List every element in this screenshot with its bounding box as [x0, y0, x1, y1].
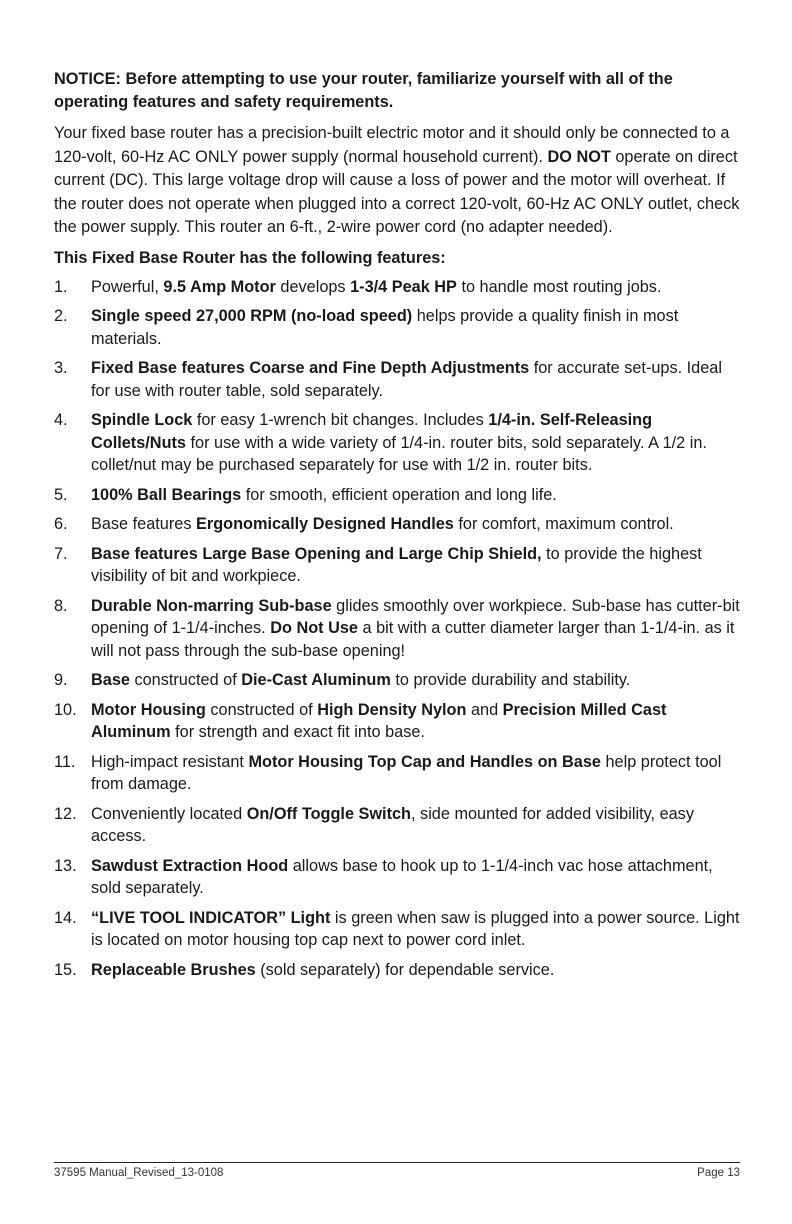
feature-bold-text: High Density Nylon — [317, 700, 467, 719]
feature-plain-text: to handle most routing jobs. — [456, 277, 662, 296]
feature-item — [54, 959, 740, 982]
feature-number: 5. — [54, 485, 68, 504]
feature-plain-text: for accurate set-ups. Ideal for use with router table, sold separately. — [91, 359, 722, 400]
feature-plain-text: , side mounted for added visibility, easy access. — [91, 804, 694, 845]
feature-number: 6. — [54, 515, 68, 533]
feature-plain-text: and — [466, 700, 503, 719]
feature-number: 14. — [54, 908, 77, 927]
feature-plain-text: for easy 1-wrench bit changes. Includes — [192, 411, 489, 429]
feature-text — [91, 595, 740, 663]
intro-text-2: operate on direct current (DC). This large voltage drop will cause a loss of power and the motor will overheat. If the router does not operate when plugged into a correct 120-volt, 60-Hz AC ONLY outlet, check the power supply. This router an 6-ft., 2-wire power cord (no adapter needed). — [54, 147, 740, 236]
feature-plain-text: develops — [275, 277, 351, 296]
feature-number: 13. — [54, 856, 77, 875]
feature-number: 12. — [54, 804, 77, 823]
feature-bold-text: Durable Non-marring Sub-base — [91, 596, 332, 615]
feature-plain-text: High-impact resistant — [91, 752, 249, 771]
feature-text — [91, 357, 740, 402]
intro-text-1: Your fixed base router has a precision-built electric motor and it should only be connected to a 120-volt, 60-Hz AC ONLY power supply (normal household current). — [54, 124, 730, 166]
feature-item — [54, 409, 740, 477]
feature-text — [91, 409, 740, 477]
intro-paragraph — [54, 122, 740, 240]
feature-plain-text: Base features — [91, 515, 196, 533]
feature-bold-text: Do Not Use — [270, 619, 358, 637]
feature-item — [54, 484, 740, 507]
feature-bold-text: Base features Large Base Opening and Large Chip Shield, — [91, 544, 542, 563]
feature-number: 8. — [54, 596, 68, 615]
features-heading: This Fixed Base Router has the following features: — [54, 248, 446, 267]
feature-plain-text: for comfort, maximum control. — [453, 515, 674, 533]
feature-number: 9. — [54, 671, 68, 689]
feature-bold-text: Fixed Base features Coarse and Fine Depth Adjustments — [91, 359, 530, 377]
feature-bold-text: Motor Housing — [91, 700, 206, 719]
feature-text — [91, 959, 740, 982]
feature-text — [91, 305, 740, 350]
feature-plain-text: for use with a wide variety of 1/4-in. router bits, sold separately. A 1/2 in. collet/nut may be purchased separately for use with 1/2 in. router bits. — [91, 433, 707, 474]
feature-item — [54, 543, 740, 588]
feature-item — [54, 513, 740, 536]
feature-bold-text: Precision Milled Cast Aluminum — [91, 700, 667, 741]
feature-plain-text: helps provide a quality finish in most materials. — [91, 307, 679, 348]
manual-page — [54, 68, 740, 988]
feature-number: 2. — [54, 307, 68, 325]
feature-plain-text: (sold separately) for dependable service. — [255, 960, 555, 979]
feature-item — [54, 803, 740, 848]
feature-number: 1. — [54, 277, 68, 296]
page-footer — [54, 1162, 740, 1179]
feature-plain-text: constructed of — [129, 671, 242, 689]
feature-bold-text: Motor Housing Top Cap and Handles on Base — [248, 752, 601, 771]
feature-bold-text: 1/4-in. Self-Releasing Collets/Nuts — [91, 411, 653, 452]
feature-text — [91, 669, 740, 692]
feature-bold-text: Base — [91, 671, 130, 689]
feature-plain-text: a bit with a cutter diameter larger than 1-1/4-in. as it will not pass through the sub-base opening! — [91, 619, 735, 660]
feature-plain-text: for strength and exact fit into base. — [170, 723, 425, 741]
feature-bold-text: Ergonomically Designed Handles — [196, 515, 454, 533]
feature-bold-text: 1-3/4 Peak HP — [350, 277, 457, 296]
feature-item — [54, 751, 740, 796]
feature-item — [54, 276, 740, 299]
feature-item — [54, 907, 740, 952]
intro-bold: DO NOT — [547, 147, 611, 166]
feature-bold-text: Spindle Lock — [91, 411, 193, 429]
feature-bold-text: Die-Cast Aluminum — [241, 671, 391, 689]
feature-plain-text: allows base to hook up to 1-1/4-inch vac hose attachment, sold separately. — [91, 856, 713, 897]
feature-item — [54, 669, 740, 692]
feature-plain-text: constructed of — [205, 700, 318, 719]
feature-plain-text: for smooth, efficient operation and long life. — [241, 485, 557, 504]
feature-bold-text: On/Off Toggle Switch — [246, 804, 411, 823]
feature-text — [91, 543, 740, 588]
feature-number: 4. — [54, 411, 68, 429]
feature-text — [91, 276, 740, 299]
feature-plain-text: Powerful, — [91, 277, 164, 296]
feature-number: 3. — [54, 359, 68, 377]
feature-text — [91, 751, 740, 796]
feature-bold-text: Replaceable Brushes — [91, 960, 256, 979]
feature-item — [54, 595, 740, 663]
feature-item — [54, 305, 740, 350]
feature-bold-text: Single speed 27,000 RPM (no-load speed) — [91, 307, 413, 325]
footer-page-number: Page 13 — [697, 1167, 740, 1179]
feature-text — [91, 855, 740, 900]
feature-plain-text: glides smoothly over workpiece. Sub-base has cutter-bit opening of 1-1/4-inches. — [91, 596, 740, 637]
feature-text — [91, 803, 740, 848]
feature-item — [54, 699, 740, 744]
feature-number: 7. — [54, 544, 68, 563]
features-list — [54, 276, 740, 982]
feature-item — [54, 855, 740, 900]
feature-number: 10. — [54, 700, 77, 719]
feature-bold-text: 9.5 Amp Motor — [163, 277, 276, 296]
feature-plain-text: to provide the highest visibility of bit and workpiece. — [91, 544, 702, 585]
feature-number: 15. — [54, 960, 77, 979]
feature-text — [91, 484, 740, 507]
notice-heading: NOTICE: Before attempting to use your router, familiarize yourself with all of the operating features and safety requirements. — [54, 70, 673, 111]
feature-item — [54, 357, 740, 402]
feature-text — [91, 513, 740, 536]
feature-plain-text: is green when saw is plugged into a power source. Light is located on motor housing top cap next to power cord inlet. — [91, 908, 740, 949]
feature-plain-text: help protect tool from damage. — [91, 752, 722, 793]
feature-plain-text: to provide durability and stability. — [390, 671, 631, 689]
feature-text — [91, 907, 740, 952]
feature-bold-text: 100% Ball Bearings — [91, 485, 242, 504]
feature-bold-text: Sawdust Extraction Hood — [91, 856, 289, 875]
feature-bold-text: “LIVE TOOL INDICATOR” Light — [91, 908, 331, 927]
footer-doc-id: 37595 Manual_Revised_13-0108 — [54, 1167, 224, 1179]
feature-text — [91, 699, 740, 744]
feature-plain-text: Conveniently located — [91, 804, 247, 823]
feature-number: 11. — [54, 752, 76, 771]
